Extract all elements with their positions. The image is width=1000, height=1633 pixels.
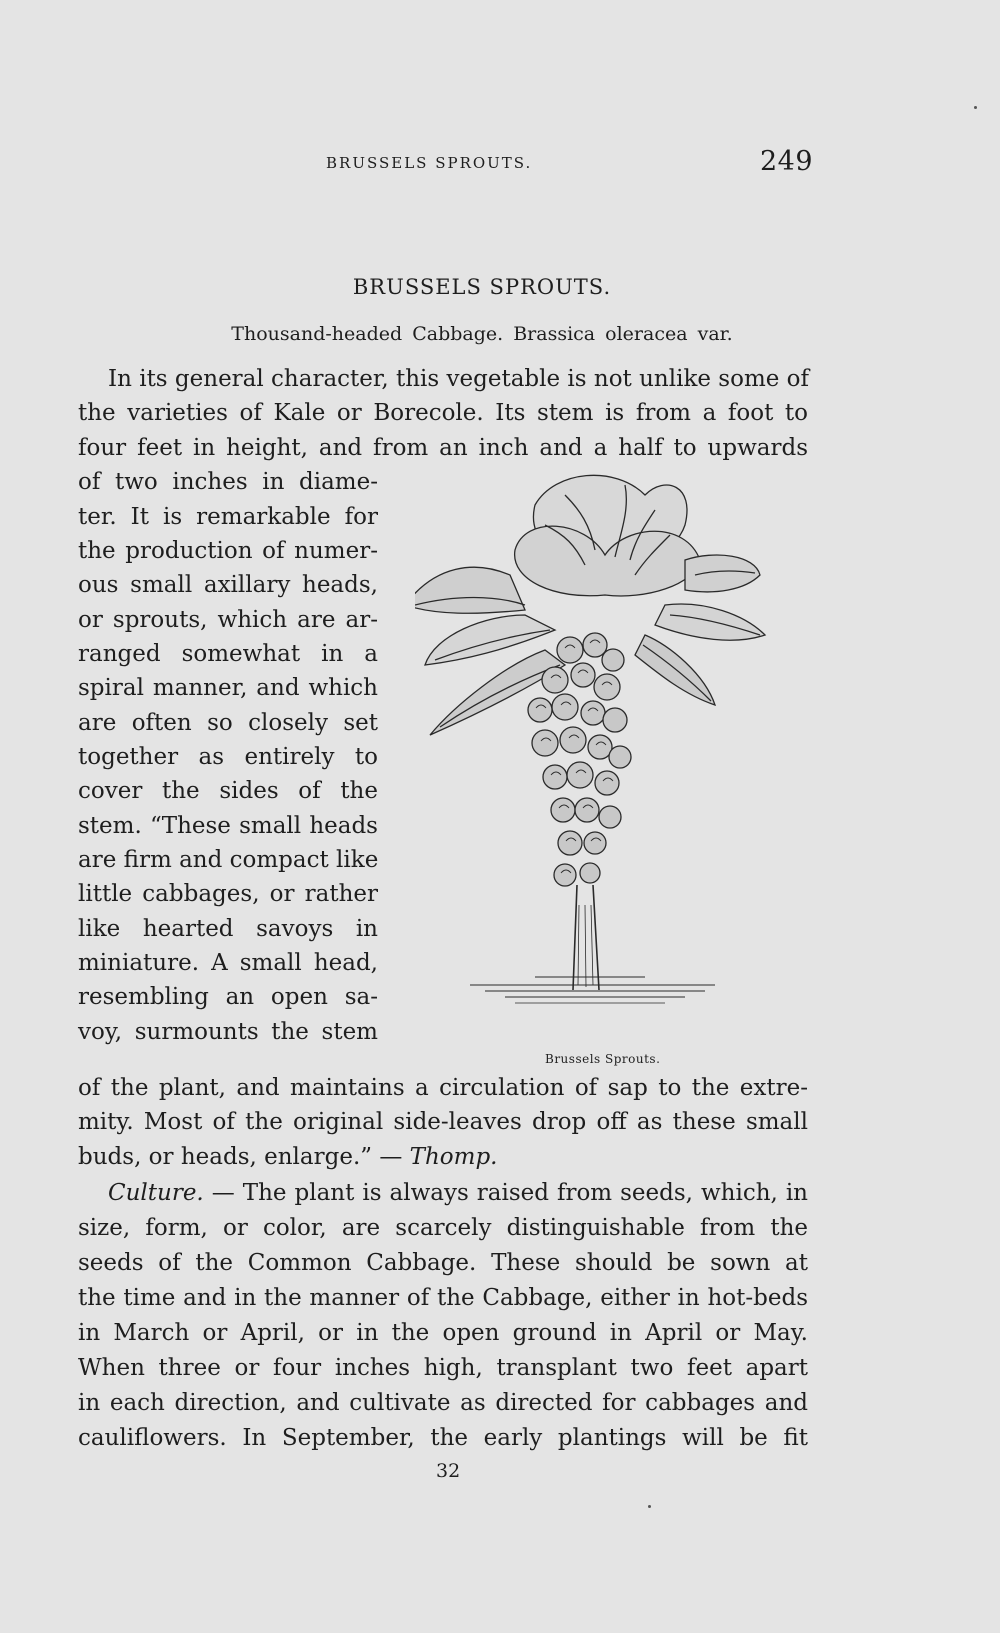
figure-caption: Brussels Sprouts. bbox=[545, 1052, 661, 1066]
text-line: like hearted savoys in bbox=[78, 916, 378, 942]
text-line: When three or four inches high, transplant two feet apart bbox=[78, 1355, 808, 1381]
brussels-sprouts-figure bbox=[415, 465, 795, 1055]
paper-speck bbox=[648, 1505, 651, 1508]
article-subtitle: Thousand-headed Cabbage. Brassica oleracea var. bbox=[231, 323, 733, 345]
paper-speck bbox=[974, 106, 977, 109]
brussels-sprouts-illustration bbox=[415, 465, 795, 1040]
article-title: BRUSSELS SPROUTS. bbox=[352, 275, 612, 299]
text-line: are firm and compact like bbox=[78, 847, 379, 873]
text-line: of the plant, and maintains a circulation of sap to the extre- bbox=[78, 1075, 808, 1101]
text-line: in March or April, or in the open ground in April or May. bbox=[78, 1320, 808, 1346]
text-line: little cabbages, or rather bbox=[78, 881, 378, 907]
text-line: together as entirely to bbox=[78, 744, 378, 770]
text-line: spiral manner, and which bbox=[78, 675, 378, 701]
text-line: resembling an open sa- bbox=[78, 984, 378, 1010]
text-line: four feet in height, and from an inch and a half to upwards bbox=[78, 435, 808, 461]
text-line: are often so closely set bbox=[78, 710, 378, 736]
text-line: ranged somewhat in a bbox=[78, 641, 378, 667]
culture-first-line bbox=[78, 1178, 808, 1210]
text-line: mity. Most of the original side-leaves drop off as these small bbox=[78, 1109, 808, 1135]
text-line: stem. “These small heads bbox=[78, 813, 378, 839]
text-line: seeds of the Common Cabbage. These should be sown at bbox=[78, 1250, 808, 1276]
text-line: in each direction, and cultivate as directed for cabbages and bbox=[78, 1390, 808, 1416]
text-line: ous small axillary heads, bbox=[78, 572, 378, 598]
text-line: of two inches in diame- bbox=[78, 469, 378, 495]
text-line: the varieties of Kale or Borecole. Its stem is from a foot to bbox=[78, 400, 808, 426]
text-line: or sprouts, which are ar- bbox=[78, 607, 378, 633]
citation: Thomp. bbox=[409, 1144, 498, 1170]
text-line-closing bbox=[78, 1142, 808, 1174]
text-line: cauliflowers. In September, the early plantings will be fit bbox=[78, 1425, 808, 1451]
signature-mark: 32 bbox=[436, 1460, 461, 1482]
culture-first-line-text: — The plant is always raised from seeds, which, in bbox=[203, 1180, 808, 1206]
text-line: the production of numer- bbox=[78, 538, 378, 564]
text-line: In its general character, this vegetable is not unlike some of bbox=[108, 366, 810, 392]
page-number: 249 bbox=[760, 146, 814, 177]
text-line: cover the sides of the bbox=[78, 778, 378, 804]
text-line: miniature. A small head, bbox=[78, 950, 378, 976]
text-line: the time and in the manner of the Cabbage, either in hot-beds bbox=[78, 1285, 808, 1311]
text-line: size, form, or color, are scarcely distinguishable from the bbox=[78, 1215, 808, 1241]
culture-heading: Culture. bbox=[108, 1180, 204, 1206]
running-head: BRUSSELS SPROUTS. bbox=[326, 154, 533, 172]
text-line: ter. It is remarkable for bbox=[78, 504, 378, 530]
text-line: voy, surmounts the stem bbox=[78, 1019, 378, 1045]
quote-end-text: buds, or heads, enlarge.” — bbox=[78, 1144, 410, 1170]
